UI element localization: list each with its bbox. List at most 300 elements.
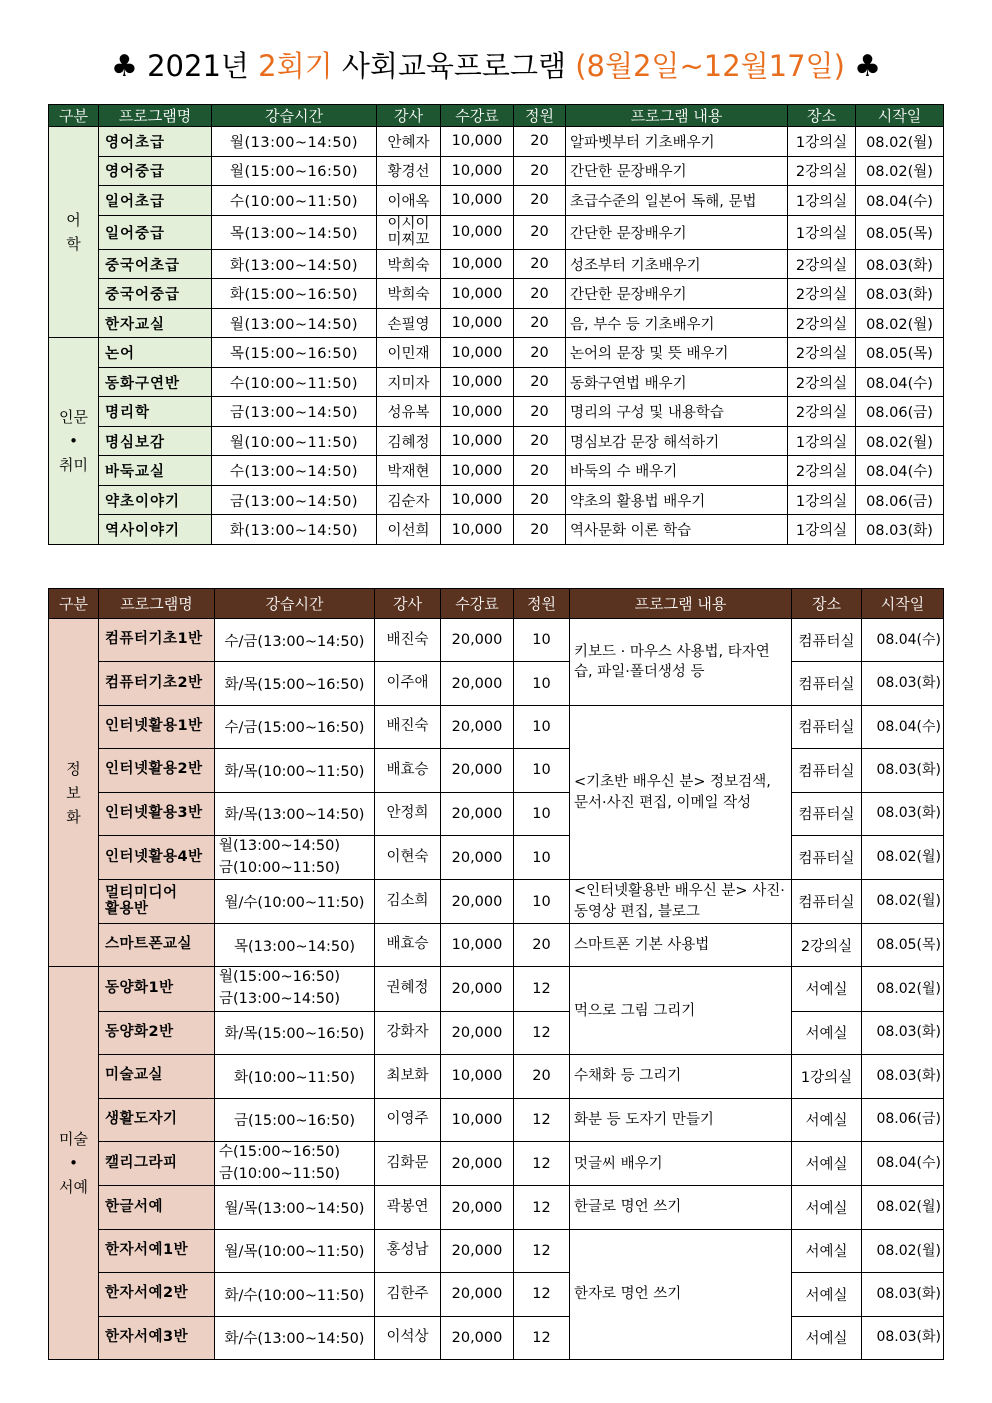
fee: 10,000 [441, 186, 514, 216]
table-row [49, 215, 944, 249]
title-year: 2021년 [147, 49, 249, 83]
place: 컴퓨터실 [792, 662, 862, 705]
start-date: 08.03(화) [862, 1316, 944, 1359]
start-date: 08.06(금) [856, 397, 944, 427]
program-name: 컴퓨터기초1반 [99, 619, 215, 662]
class-time: 화/수(13:00~14:50) [215, 1316, 375, 1359]
instructor: 손필영 [377, 308, 441, 338]
program-content: <기초반 배우신 분> 정보검색, 문서·사진 편집, 이메일 작성 [570, 705, 792, 880]
start-date: 08.05(목) [862, 923, 944, 966]
table-row [49, 127, 944, 157]
instructor: 박희숙 [377, 279, 441, 309]
program-content: 약초의 활용법 배우기 [566, 485, 788, 515]
fee: 10,000 [441, 456, 514, 486]
fee: 10,000 [441, 308, 514, 338]
program-name: 한글서예 [99, 1186, 215, 1229]
capacity: 10 [514, 792, 570, 835]
program-name: 인터넷활용1반 [99, 705, 215, 748]
instructor: 이민재 [377, 338, 441, 368]
capacity: 20 [514, 485, 566, 515]
instructor: 안정희 [375, 792, 441, 835]
start-date: 08.02(월) [862, 1229, 944, 1272]
fee: 10,000 [441, 127, 514, 157]
program-content: 명리의 구성 및 내용학습 [566, 397, 788, 427]
table-row [49, 1098, 944, 1141]
class-time: 금(13:00~14:50) [212, 397, 377, 427]
category-cell: 정 보 화 [49, 619, 99, 967]
capacity: 12 [514, 1186, 570, 1229]
program-content: 알파벳부터 기초배우기 [566, 127, 788, 157]
start-date: 08.03(화) [856, 249, 944, 279]
program-content: 명심보감 문장 해석하기 [566, 426, 788, 456]
place: 2강의실 [788, 279, 856, 309]
instructor: 배진숙 [375, 705, 441, 748]
class-time: 월(13:00~14:50) [212, 308, 377, 338]
start-date: 08.02(월) [856, 426, 944, 456]
instructor: 김한주 [375, 1273, 441, 1316]
capacity: 10 [514, 619, 570, 662]
table-row [49, 923, 944, 966]
title-session: 2회기 [258, 49, 333, 83]
program-name: 논어 [99, 338, 212, 368]
class-time: 화(13:00~14:50) [212, 249, 377, 279]
fee: 20,000 [441, 1186, 514, 1229]
program-name: 생활도자기 [99, 1098, 215, 1141]
program-name: 인터넷활용4반 [99, 835, 215, 880]
capacity: 12 [514, 1229, 570, 1272]
place: 1강의실 [788, 215, 856, 249]
header-capacity: 정원 [514, 105, 566, 127]
instructor: 박희숙 [377, 249, 441, 279]
instructor: 황경선 [377, 156, 441, 186]
program-name: 미술교실 [99, 1055, 215, 1098]
class-time: 수/금(15:00~16:50) [215, 705, 375, 748]
program-content: 수채화 등 그리기 [570, 1055, 792, 1098]
program-name: 스마트폰교실 [99, 923, 215, 966]
fee: 10,000 [441, 156, 514, 186]
fee: 20,000 [441, 662, 514, 705]
capacity: 20 [514, 186, 566, 216]
place: 1강의실 [788, 127, 856, 157]
program-name: 바둑교실 [99, 456, 212, 486]
capacity: 10 [514, 705, 570, 748]
header-place: 장소 [788, 105, 856, 127]
class-time: 월(13:00~14:50) 금(10:00~11:50) [215, 835, 375, 880]
fee: 20,000 [441, 619, 514, 662]
table-row [49, 338, 944, 368]
header-program-name: 프로그램명 [99, 589, 215, 619]
class-time: 화/목(15:00~16:50) [215, 1011, 375, 1054]
table-row [49, 426, 944, 456]
category-cell: 미술 • 서예 [49, 967, 99, 1360]
capacity: 10 [514, 880, 570, 923]
class-time: 월(15:00~16:50) [212, 156, 377, 186]
place: 2강의실 [788, 249, 856, 279]
class-time: 목(13:00~14:50) [212, 215, 377, 249]
table-row [49, 1055, 944, 1098]
program-name: 일어중급 [99, 215, 212, 249]
start-date: 08.03(화) [862, 749, 944, 792]
start-date: 08.04(수) [856, 367, 944, 397]
start-date: 08.02(월) [862, 1186, 944, 1229]
table-row [49, 279, 944, 309]
program-name: 역사이야기 [99, 515, 212, 545]
place: 2강의실 [788, 367, 856, 397]
program-name: 캘리그라피 [99, 1141, 215, 1186]
program-name: 한자서예1반 [99, 1229, 215, 1272]
fee: 10,000 [441, 923, 514, 966]
program-name: 중국어중급 [99, 279, 212, 309]
start-date: 08.04(수) [862, 705, 944, 748]
place: 2강의실 [788, 338, 856, 368]
capacity: 20 [514, 1055, 570, 1098]
class-time: 화(10:00~11:50) [215, 1055, 375, 1098]
start-date: 08.04(수) [862, 1141, 944, 1186]
capacity: 20 [514, 156, 566, 186]
capacity: 20 [514, 397, 566, 427]
instructor: 이석상 [375, 1316, 441, 1359]
capacity: 20 [514, 279, 566, 309]
program-name: 한자서예2반 [99, 1273, 215, 1316]
program-content: 성조부터 기초배우기 [566, 249, 788, 279]
start-date: 08.02(월) [862, 880, 944, 923]
table-row [49, 662, 944, 705]
class-time: 수(10:00~11:50) [212, 186, 377, 216]
capacity: 10 [514, 749, 570, 792]
place: 서예실 [792, 1316, 862, 1359]
program-content: 간단한 문장배우기 [566, 279, 788, 309]
program-name: 컴퓨터기초2반 [99, 662, 215, 705]
instructor: 배진숙 [375, 619, 441, 662]
start-date: 08.03(화) [862, 1273, 944, 1316]
capacity: 20 [514, 456, 566, 486]
class-time: 월/목(10:00~11:50) [215, 1229, 375, 1272]
page-title [0, 44, 992, 85]
instructor: 박재현 [377, 456, 441, 486]
class-time: 금(13:00~14:50) [212, 485, 377, 515]
capacity: 20 [514, 515, 566, 545]
capacity: 20 [514, 426, 566, 456]
fee: 20,000 [441, 792, 514, 835]
fee: 20,000 [441, 1316, 514, 1359]
place: 서예실 [792, 967, 862, 1012]
header-instructor: 강사 [377, 105, 441, 127]
instructor: 안혜자 [377, 127, 441, 157]
program-content: 간단한 문장배우기 [566, 215, 788, 249]
class-time: 화(13:00~14:50) [212, 515, 377, 545]
fee: 10,000 [441, 367, 514, 397]
table-row [49, 1011, 944, 1054]
table-row [49, 1186, 944, 1229]
start-date: 08.02(월) [856, 127, 944, 157]
header-place: 장소 [792, 589, 862, 619]
table-row [49, 835, 944, 880]
fee: 20,000 [441, 967, 514, 1012]
place: 컴퓨터실 [792, 880, 862, 923]
fee: 20,000 [441, 880, 514, 923]
table-header-row [49, 589, 944, 619]
capacity: 20 [514, 308, 566, 338]
fee: 20,000 [441, 749, 514, 792]
class-time: 월(13:00~14:50) [212, 127, 377, 157]
program-name: 명리학 [99, 397, 212, 427]
class-time: 수(13:00~14:50) [212, 456, 377, 486]
start-date: 08.06(금) [862, 1098, 944, 1141]
header-content: 프로그램 내용 [566, 105, 788, 127]
program-name: 한자서예3반 [99, 1316, 215, 1359]
header-fee: 수강료 [441, 105, 514, 127]
program-content: 음, 부수 등 기초배우기 [566, 308, 788, 338]
table-header-row [49, 105, 944, 127]
header-start-date: 시작일 [856, 105, 944, 127]
program-content: 한글로 명언 쓰기 [570, 1186, 792, 1229]
capacity: 20 [514, 127, 566, 157]
instructor: 배효승 [375, 923, 441, 966]
table-row [49, 485, 944, 515]
header-content: 프로그램 내용 [570, 589, 792, 619]
place: 2강의실 [788, 397, 856, 427]
program-content: 동화구연법 배우기 [566, 367, 788, 397]
fee: 10,000 [441, 1098, 514, 1141]
instructor: 김화문 [375, 1141, 441, 1186]
place: 컴퓨터실 [792, 792, 862, 835]
capacity: 12 [514, 1141, 570, 1186]
program-name: 한자교실 [99, 308, 212, 338]
class-time: 수(10:00~11:50) [212, 367, 377, 397]
capacity: 20 [514, 923, 570, 966]
header-fee: 수강료 [441, 589, 514, 619]
category-cell: 인문 • 취미 [49, 338, 99, 545]
class-time: 월(10:00~11:50) [212, 426, 377, 456]
start-date: 08.03(화) [862, 1011, 944, 1054]
capacity: 12 [514, 1273, 570, 1316]
capacity: 10 [514, 662, 570, 705]
class-time: 수(15:00~16:50) 금(10:00~11:50) [215, 1141, 375, 1186]
start-date: 08.05(목) [856, 215, 944, 249]
program-name: 동화구연반 [99, 367, 212, 397]
place: 2강의실 [792, 923, 862, 966]
place: 서예실 [792, 1186, 862, 1229]
table-row [49, 186, 944, 216]
program-content: 역사문화 이론 학습 [566, 515, 788, 545]
capacity: 20 [514, 249, 566, 279]
header-category: 구분 [49, 105, 99, 127]
table-row [49, 515, 944, 545]
table-row [49, 1316, 944, 1359]
program-name: 멀티미디어 활용반 [99, 880, 215, 923]
instructor: 이영주 [375, 1098, 441, 1141]
header-start-date: 시작일 [862, 589, 944, 619]
place: 2강의실 [788, 308, 856, 338]
program-content: 화분 등 도자기 만들기 [570, 1098, 792, 1141]
instructor: 성유복 [377, 397, 441, 427]
header-time: 강습시간 [215, 589, 375, 619]
fee: 20,000 [441, 835, 514, 880]
instructor: 김혜정 [377, 426, 441, 456]
table-row [49, 397, 944, 427]
table-row [49, 308, 944, 338]
language-humanities-table [48, 104, 944, 545]
table-row [49, 249, 944, 279]
fee: 20,000 [441, 705, 514, 748]
program-content: 논어의 문장 및 뜻 배우기 [566, 338, 788, 368]
table-row [49, 1229, 944, 1272]
program-content: 간단한 문장배우기 [566, 156, 788, 186]
instructor: 이주애 [375, 662, 441, 705]
class-time: 화/목(15:00~16:50) [215, 662, 375, 705]
club-icon: ♣ [854, 49, 882, 84]
fee: 20,000 [441, 1273, 514, 1316]
place: 컴퓨터실 [792, 619, 862, 662]
instructor: 이현숙 [375, 835, 441, 880]
capacity: 12 [514, 1011, 570, 1054]
program-name: 인터넷활용3반 [99, 792, 215, 835]
instructor: 이선희 [377, 515, 441, 545]
program-content: 스마트폰 기본 사용법 [570, 923, 792, 966]
start-date: 08.04(수) [862, 619, 944, 662]
program-content: <인터넷활용반 배우신 분> 사진·동영상 편집, 블로그 [570, 880, 792, 923]
place: 컴퓨터실 [792, 835, 862, 880]
fee: 20,000 [441, 1229, 514, 1272]
place: 2강의실 [788, 456, 856, 486]
header-instructor: 강사 [375, 589, 441, 619]
program-content: 한자로 명언 쓰기 [570, 1229, 792, 1359]
instructor: 권혜정 [375, 967, 441, 1012]
instructor: 최보화 [375, 1055, 441, 1098]
header-time: 강습시간 [212, 105, 377, 127]
header-program-name: 프로그램명 [99, 105, 212, 127]
capacity: 10 [514, 835, 570, 880]
title-program: 사회교육프로그램 [341, 49, 566, 83]
start-date: 08.03(화) [862, 1055, 944, 1098]
capacity: 20 [514, 338, 566, 368]
program-name: 동양화2반 [99, 1011, 215, 1054]
class-time: 수/금(13:00~14:50) [215, 619, 375, 662]
place: 1강의실 [788, 515, 856, 545]
fee: 10,000 [441, 515, 514, 545]
table-row [49, 619, 944, 662]
header-capacity: 정원 [514, 589, 570, 619]
class-time: 금(15:00~16:50) [215, 1098, 375, 1141]
table-row [49, 156, 944, 186]
program-name: 일어초급 [99, 186, 212, 216]
category-cell: 어 학 [49, 127, 99, 338]
fee: 20,000 [441, 1141, 514, 1186]
instructor: 김순자 [377, 485, 441, 515]
program-name: 명심보감 [99, 426, 212, 456]
fee: 10,000 [441, 249, 514, 279]
header-category: 구분 [49, 589, 99, 619]
table-row [49, 880, 944, 923]
place: 2강의실 [788, 156, 856, 186]
capacity: 20 [514, 215, 566, 249]
fee: 20,000 [441, 1011, 514, 1054]
class-time: 목(15:00~16:50) [212, 338, 377, 368]
program-name: 영어중급 [99, 156, 212, 186]
start-date: 08.05(목) [856, 338, 944, 368]
place: 서예실 [792, 1229, 862, 1272]
place: 서예실 [792, 1098, 862, 1141]
class-time: 화/목(10:00~11:50) [215, 749, 375, 792]
table-row [49, 367, 944, 397]
place: 1강의실 [788, 186, 856, 216]
class-time: 화(15:00~16:50) [212, 279, 377, 309]
fee: 10,000 [441, 426, 514, 456]
place: 서예실 [792, 1141, 862, 1186]
table-row [49, 705, 944, 748]
table-row [49, 792, 944, 835]
capacity: 12 [514, 1098, 570, 1141]
fee: 10,000 [441, 215, 514, 249]
start-date: 08.02(월) [856, 156, 944, 186]
fee: 10,000 [441, 279, 514, 309]
fee: 10,000 [441, 397, 514, 427]
title-period: (8월2일~12월17일) [575, 49, 845, 83]
start-date: 08.04(수) [856, 456, 944, 486]
class-time: 월/목(13:00~14:50) [215, 1186, 375, 1229]
program-name: 약초이야기 [99, 485, 212, 515]
class-time: 월(15:00~16:50) 금(13:00~14:50) [215, 967, 375, 1012]
start-date: 08.02(월) [862, 835, 944, 880]
class-time: 월/수(10:00~11:50) [215, 880, 375, 923]
program-name: 영어초급 [99, 127, 212, 157]
capacity: 12 [514, 1316, 570, 1359]
table-row [49, 1273, 944, 1316]
program-content: 먹으로 그림 그리기 [570, 967, 792, 1055]
place: 서예실 [792, 1011, 862, 1054]
table-row [49, 456, 944, 486]
place: 1강의실 [792, 1055, 862, 1098]
instructor: 배효승 [375, 749, 441, 792]
start-date: 08.04(수) [856, 186, 944, 216]
instructor: 김소희 [375, 880, 441, 923]
club-icon: ♣ [110, 49, 138, 84]
computer-art-table [48, 588, 944, 1360]
instructor: 이애옥 [377, 186, 441, 216]
instructor: 지미자 [377, 367, 441, 397]
program-content: 키보드 · 마우스 사용법, 타자연습, 파일·폴더생성 등 [570, 619, 792, 706]
program-name: 동양화1반 [99, 967, 215, 1012]
table-row [49, 967, 944, 1012]
instructor: 곽봉연 [375, 1186, 441, 1229]
capacity: 20 [514, 367, 566, 397]
program-content: 초급수준의 일본어 독해, 문법 [566, 186, 788, 216]
start-date: 08.02(월) [862, 967, 944, 1012]
start-date: 08.03(화) [856, 279, 944, 309]
place: 1강의실 [788, 485, 856, 515]
instructor: 강화자 [375, 1011, 441, 1054]
program-content: 멋글씨 배우기 [570, 1141, 792, 1186]
program-name: 인터넷활용2반 [99, 749, 215, 792]
class-time: 화/수(10:00~11:50) [215, 1273, 375, 1316]
table-row [49, 749, 944, 792]
place: 컴퓨터실 [792, 749, 862, 792]
class-time: 목(13:00~14:50) [215, 923, 375, 966]
program-content: 바둑의 수 배우기 [566, 456, 788, 486]
capacity: 12 [514, 967, 570, 1012]
fee: 10,000 [441, 338, 514, 368]
instructor: 홍성남 [375, 1229, 441, 1272]
start-date: 08.03(화) [856, 515, 944, 545]
place: 서예실 [792, 1273, 862, 1316]
start-date: 08.02(월) [856, 308, 944, 338]
start-date: 08.03(화) [862, 792, 944, 835]
program-name: 중국어초급 [99, 249, 212, 279]
place: 컴퓨터실 [792, 705, 862, 748]
start-date: 08.06(금) [856, 485, 944, 515]
fee: 10,000 [441, 1055, 514, 1098]
table-row [49, 1141, 944, 1186]
